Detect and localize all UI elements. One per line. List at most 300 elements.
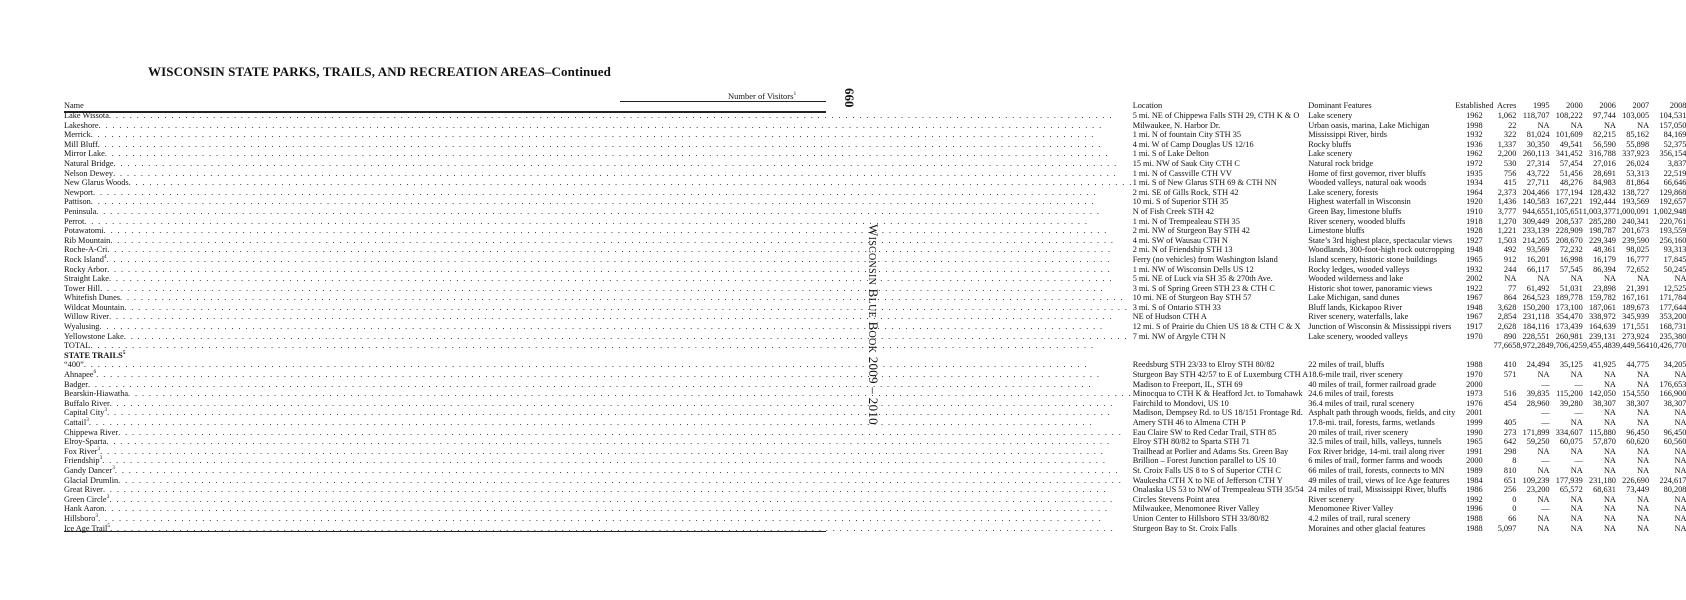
row-location: 1 mi. S of New Glarus STH 69 & CTH NN <box>1132 178 1277 188</box>
row-acres: 1,436 <box>1497 197 1517 207</box>
state-trails-heading-row <box>64 351 1686 361</box>
row-visitors-2008: 1,002,948 <box>1653 206 1686 216</box>
row-visitors-2006: 128,432 <box>1588 187 1616 197</box>
row-visitors-1995: 944,655 <box>1522 206 1550 216</box>
row-visitors-2000: 177,194 <box>1555 187 1583 197</box>
row-location: 2 mi. NW of Sturgeon Bay STH 42 <box>1132 226 1250 236</box>
row-name-cell <box>64 293 1133 303</box>
row-name-cell <box>64 217 1133 227</box>
row-location: 5 mi. NE of Luck via SH 35 & 270th Ave. <box>1132 274 1273 284</box>
row-name-cell <box>64 245 1133 255</box>
row-location: Milwaukee, N. Harbor Dr. <box>1132 120 1221 130</box>
row-visitors-1995: 233,139 <box>1522 226 1550 236</box>
trail-row <box>64 524 1686 534</box>
park-row <box>64 332 1686 342</box>
row-location: Brillion – Forest Junction parallel to US 10 <box>1132 456 1277 466</box>
row-visitors-2006: NA <box>1603 274 1616 284</box>
row-visitors-2006: 38,307 <box>1593 398 1616 408</box>
row-acres: 530 <box>1503 158 1517 168</box>
row-visitors-2006: NA <box>1603 370 1616 380</box>
row-visitors-2000: 115,200 <box>1556 389 1583 399</box>
row-acres: 1,221 <box>1497 226 1517 236</box>
row-visitors-2000: NA <box>1570 465 1583 475</box>
row-name: Cattail <box>64 418 87 427</box>
row-established: 1962 <box>1466 111 1483 120</box>
trail-row <box>64 370 1686 380</box>
row-name-cell <box>64 418 1133 428</box>
row-visitors-1995: NA <box>1537 494 1550 504</box>
row-visitors-1995: — <box>1541 379 1550 389</box>
row-features: River scenery <box>1308 494 1355 504</box>
row-visitors-2000: 260,981 <box>1555 331 1583 341</box>
side-title-year: 2009 – 2010 <box>866 356 881 425</box>
total-2006: 9,455,483 <box>1582 341 1616 351</box>
footnote-mark: 4 <box>103 254 107 261</box>
row-visitors-2007: 226,690 <box>1622 475 1650 485</box>
row-name: Lake Wissota <box>64 111 109 120</box>
row-name-cell <box>64 236 1133 246</box>
row-name-cell <box>64 428 1133 438</box>
park-row <box>64 111 1686 121</box>
row-name: Buffalo River <box>64 398 110 408</box>
row-visitors-2007: NA <box>1637 274 1650 284</box>
row-established: 1927 <box>1466 235 1483 245</box>
row-established: 1989 <box>1466 465 1483 475</box>
row-acres: 1,270 <box>1497 216 1517 226</box>
row-visitors-2006: 68,631 <box>1593 485 1616 495</box>
row-visitors-2008: 129,868 <box>1659 187 1686 197</box>
row-visitors-2006: NA <box>1603 494 1616 504</box>
row-location: 15 mi. NW of Sauk City CTH C <box>1132 158 1240 168</box>
row-visitors-2008: 93,313 <box>1663 245 1686 255</box>
row-visitors-2006: 84,983 <box>1593 178 1616 188</box>
row-name-cell <box>64 149 1133 159</box>
row-established: 1962 <box>1466 149 1483 159</box>
row-features: 17.8-mi. trail, forests, farms, wetlands <box>1308 418 1435 427</box>
row-acres: 244 <box>1503 264 1517 274</box>
row-location: 1 mi. N of Trempealeau STH 35 <box>1132 216 1240 226</box>
trail-row <box>64 380 1686 390</box>
row-established: 1999 <box>1466 418 1483 427</box>
row-visitors-2006: 41,925 <box>1593 360 1616 370</box>
visitors-group-header: Number of Visitors$^1$ <box>728 91 797 101</box>
row-features: State’s 3rd highest place, spectacular views <box>1308 235 1452 245</box>
row-established: 1918 <box>1466 216 1483 226</box>
row-location: 1 mi. N of Cassville CTH VV <box>1132 168 1232 178</box>
row-visitors-2008: 12,525 <box>1663 283 1686 293</box>
row-name-cell <box>64 447 1133 457</box>
row-features: 40 miles of trail, former railroad grade <box>1308 379 1437 389</box>
row-visitors-2006: 48,361 <box>1593 245 1616 255</box>
row-visitors-2008: 104,531 <box>1659 111 1686 120</box>
row-name: Whitefish Dunes <box>64 293 120 303</box>
park-row <box>64 226 1686 236</box>
row-visitors-1995: NA <box>1537 465 1550 475</box>
row-visitors-2006: 316,788 <box>1588 149 1616 159</box>
row-established: 1936 <box>1466 139 1483 149</box>
row-visitors-2007: 26,024 <box>1626 158 1650 168</box>
row-visitors-2000: 72,232 <box>1559 245 1583 255</box>
row-name: Bearskin-Hiawatha <box>64 389 129 399</box>
row-name: Elroy-Sparta <box>64 437 107 447</box>
row-name-cell <box>64 466 1133 476</box>
row-location: Madison, Dempsey Rd. to US 18/151 Frontage Rd. <box>1132 408 1303 418</box>
row-visitors-2008: 38,307 <box>1663 398 1686 408</box>
row-acres: 77 <box>1508 283 1517 293</box>
row-visitors-2007: 81,864 <box>1626 178 1650 188</box>
row-established: 1984 <box>1466 475 1483 485</box>
row-established: 1935 <box>1466 168 1483 178</box>
row-visitors-2008: 52,375 <box>1663 139 1686 149</box>
park-row <box>64 140 1686 150</box>
row-visitors-1995: NA <box>1537 370 1550 380</box>
row-location: Elroy STH 80/82 to Sparta STH 71 <box>1132 437 1250 447</box>
row-location: Ferry (no vehicles) from Washington Island <box>1132 254 1278 264</box>
row-established: 1986 <box>1466 485 1483 495</box>
row-visitors-2007: 193,569 <box>1622 197 1650 207</box>
row-location: 3 mi. S of Spring Green STH 23 & CTH C <box>1132 283 1275 293</box>
row-visitors-2008: NA <box>1674 504 1686 514</box>
row-name: Yellowstone Lake <box>64 331 124 341</box>
row-established: 1932 <box>1466 130 1483 140</box>
row-visitors-1995: 43,722 <box>1526 168 1550 178</box>
visitors-footnote-mark: 1 <box>793 91 797 98</box>
row-visitors-2000: 51,456 <box>1559 168 1583 178</box>
row-visitors-2000: 16,998 <box>1559 254 1583 264</box>
row-visitors-1995: 81,024 <box>1526 130 1550 140</box>
row-acres: 3,628 <box>1497 302 1517 312</box>
col-header-2008: 2008 <box>1669 101 1686 111</box>
row-name-cell <box>64 121 1133 131</box>
trail-row <box>64 504 1686 514</box>
row-visitors-2008: 177,644 <box>1659 302 1686 312</box>
row-name: Fox River <box>64 446 98 456</box>
row-features: Wooded wilderness and lake <box>1308 274 1404 284</box>
row-location: Circles Stevens Point area <box>1132 494 1220 504</box>
row-visitors-2000: 60,075 <box>1559 437 1583 447</box>
row-visitors-2006: 192,444 <box>1588 197 1616 207</box>
row-visitors-2007: NA <box>1637 418 1650 427</box>
row-features: 20 miles of trail, river scenery <box>1308 427 1409 437</box>
row-visitors-2006: 239,131 <box>1588 331 1616 341</box>
row-location: 10 mi. NE of Sturgeon Bay STH 57 <box>1132 293 1252 303</box>
state-trails-heading: STATE TRAILS$^5$ <box>64 350 126 360</box>
side-title-b: B <box>866 288 881 298</box>
row-name-cell <box>64 360 1133 370</box>
park-row <box>64 188 1686 198</box>
row-name: “400” <box>64 360 84 370</box>
col-header-2006: 2006 <box>1599 101 1616 111</box>
park-row <box>64 312 1686 322</box>
row-name-cell <box>64 380 1133 390</box>
row-visitors-1995: 228,551 <box>1522 331 1550 341</box>
row-name: Pattison <box>64 197 91 207</box>
row-visitors-2007: 273,924 <box>1622 331 1650 341</box>
row-name-cell <box>64 476 1133 486</box>
row-acres: 2,373 <box>1497 187 1517 197</box>
row-visitors-2007: NA <box>1637 465 1650 475</box>
row-name: New Glarus Woods <box>64 178 129 188</box>
row-visitors-2007: 60,620 <box>1626 437 1650 447</box>
row-visitors-2000: 65,572 <box>1559 485 1583 495</box>
row-name: Mirror Lake <box>64 149 105 159</box>
trail-row <box>64 485 1686 495</box>
row-visitors-2008: NA <box>1674 446 1686 456</box>
row-features: River scenery, wooded bluffs <box>1308 216 1406 226</box>
side-title-lue: LUE <box>866 297 877 318</box>
row-visitors-2000: 49,541 <box>1559 139 1583 149</box>
row-visitors-1995: 39,835 <box>1526 389 1550 399</box>
row-established: 1967 <box>1466 312 1483 322</box>
row-acres: 1,337 <box>1497 139 1517 149</box>
row-location: 2 mi. N of Friendship STH 13 <box>1132 245 1233 255</box>
row-name-cell <box>64 188 1133 198</box>
col-header-location: Location <box>1132 101 1163 111</box>
row-visitors-2008: 166,900 <box>1659 389 1686 399</box>
row-visitors-2007: 201,673 <box>1622 226 1650 236</box>
row-name: Great River <box>64 485 103 495</box>
row-visitors-2007: 96,450 <box>1626 427 1650 437</box>
row-visitors-2000: NA <box>1570 120 1583 130</box>
row-location: 1 mi. N of fountain City STH 35 <box>1132 130 1242 140</box>
row-location: Union Center to Hillsboro STH 33/80/82 <box>1132 513 1269 523</box>
row-established: 1972 <box>1466 158 1483 168</box>
row-acres: 22 <box>1508 120 1517 130</box>
row-established: 1988 <box>1466 513 1483 523</box>
row-features: 4.2 miles of trail, rural scenery <box>1308 513 1411 523</box>
row-features: 18.6-mile trail, river scenery <box>1308 370 1403 380</box>
row-visitors-2000: 1,105,651 <box>1549 206 1583 216</box>
row-visitors-2006: 1,003,377 <box>1582 206 1616 216</box>
row-visitors-2008: NA <box>1674 523 1686 533</box>
row-location: 12 mi. S of Prairie du Chien US 18 & CTH C & X <box>1132 322 1301 332</box>
row-established: 1991 <box>1466 446 1483 456</box>
row-visitors-2000: NA <box>1570 523 1583 533</box>
row-acres: 0 <box>1512 504 1517 514</box>
side-title-ook: OOK <box>866 330 877 354</box>
row-visitors-2000: 39,280 <box>1559 398 1583 408</box>
row-established: 1970 <box>1466 370 1483 380</box>
row-features: Asphalt path through woods, fields, and city <box>1308 408 1456 418</box>
row-name-cell <box>64 312 1133 322</box>
trails-footnote-mark: 5 <box>122 350 126 357</box>
row-location: Amery STH 46 to Almena CTH P <box>1132 418 1246 427</box>
row-acres: 410 <box>1503 360 1517 370</box>
row-acres: 516 <box>1503 389 1517 399</box>
row-visitors-2006: 159,782 <box>1588 293 1616 303</box>
row-visitors-2000: NA <box>1570 504 1583 514</box>
row-visitors-2007: 189,673 <box>1622 302 1650 312</box>
row-acres: NA <box>1504 274 1517 284</box>
col-header-2007: 2007 <box>1632 101 1650 111</box>
row-name: Rocky Arbor <box>64 264 108 274</box>
row-visitors-1995: 118,707 <box>1522 111 1550 120</box>
row-visitors-2000: 228,909 <box>1555 226 1583 236</box>
row-name: Glacial Drumlin <box>64 475 119 485</box>
row-visitors-2008: 256,160 <box>1659 235 1686 245</box>
row-visitors-2000: 101,609 <box>1555 130 1583 140</box>
row-established: 1922 <box>1466 283 1483 293</box>
row-visitors-2008: 84,169 <box>1663 130 1686 140</box>
park-row <box>64 274 1686 284</box>
row-name-cell <box>64 332 1133 342</box>
row-features: Lake scenery <box>1308 111 1353 120</box>
row-visitors-2007: 1,000,091 <box>1615 206 1650 216</box>
row-visitors-2007: 103,005 <box>1622 111 1650 120</box>
row-features: Home of first governor, river bluffs <box>1308 168 1426 178</box>
total-2008: 10,426,770 <box>1649 341 1686 351</box>
row-visitors-2007: 16,777 <box>1626 254 1650 264</box>
row-visitors-2000: — <box>1574 456 1583 466</box>
row-name: Green Circle <box>64 494 107 504</box>
row-name: Tower Hill <box>64 283 101 293</box>
row-established: 1934 <box>1466 178 1483 188</box>
row-features: Junction of Wisconsin & Mississippi rivers <box>1308 322 1452 332</box>
row-visitors-2007: NA <box>1637 446 1650 456</box>
row-visitors-2008: 176,653 <box>1659 379 1686 389</box>
row-established: 1948 <box>1466 302 1483 312</box>
row-location: Reedsburg STH 23/33 to Elroy STH 80/82 <box>1132 360 1275 370</box>
row-location: Milwaukee, Menomonee River Valley <box>1132 504 1260 514</box>
row-visitors-1995: 264,523 <box>1522 293 1550 303</box>
trail-row <box>64 466 1686 476</box>
row-acres: 2,628 <box>1497 322 1517 332</box>
row-visitors-2006: 187,061 <box>1588 302 1616 312</box>
row-features: 24.6 miles of trail, forests <box>1308 389 1394 399</box>
row-visitors-2007: 337,923 <box>1622 149 1650 159</box>
row-features: Lake Michigan, sand dunes <box>1308 293 1400 303</box>
row-features: Lake scenery, wooded valleys <box>1308 331 1408 341</box>
row-name: Mill Bluff <box>64 139 98 149</box>
footnote-mark: 3 <box>99 455 103 462</box>
row-name: Chippewa River <box>64 427 119 437</box>
row-established: 1964 <box>1466 187 1483 197</box>
row-visitors-2006: 142,050 <box>1588 389 1616 399</box>
row-visitors-2000: NA <box>1570 513 1583 523</box>
row-visitors-1995: NA <box>1537 523 1550 533</box>
row-visitors-2006: 16,179 <box>1593 254 1616 264</box>
row-name-cell <box>64 408 1133 418</box>
total-label: TOTAL <box>64 341 91 351</box>
row-acres: 864 <box>1503 293 1517 303</box>
row-features: Mississippi River, birds <box>1308 130 1387 140</box>
row-features: Lake scenery, forests <box>1308 187 1378 197</box>
footnote-mark: 3 <box>106 493 110 500</box>
row-visitors-2007: 98,025 <box>1626 245 1650 255</box>
trails-rows <box>64 360 1686 533</box>
row-name-cell <box>64 207 1133 217</box>
row-established: 1988 <box>1466 360 1483 370</box>
row-visitors-2000: 208,670 <box>1555 235 1583 245</box>
row-location: 5 mi. NE of Chippewa Falls STH 29, CTH K & O <box>1132 111 1300 120</box>
row-visitors-1995: 23,200 <box>1526 485 1550 495</box>
row-name: Wyalusing <box>64 322 100 332</box>
row-acres: 415 <box>1503 178 1517 188</box>
row-location: 1 mi. NW of Wisconsin Dells US 12 <box>1132 264 1254 274</box>
row-visitors-2000: 334,607 <box>1555 427 1583 437</box>
row-visitors-2000: NA <box>1570 274 1583 284</box>
row-features: 36.4 miles of trail, rural scenery <box>1308 398 1415 408</box>
row-visitors-2007: 138,727 <box>1622 187 1650 197</box>
row-name-cell <box>64 140 1133 150</box>
row-name: Natural Bridge <box>64 158 114 168</box>
total-2000: 9,706,425 <box>1549 341 1583 351</box>
row-acres: 5,097 <box>1497 523 1517 533</box>
row-visitors-2007: 85,162 <box>1626 130 1650 140</box>
row-visitors-1995: — <box>1541 418 1550 427</box>
row-visitors-1995: 171,899 <box>1522 427 1550 437</box>
park-row <box>64 178 1686 188</box>
total-2007: 9,449,564 <box>1615 341 1650 351</box>
page-number: 660 <box>842 88 857 108</box>
row-visitors-2008: 235,380 <box>1659 331 1686 341</box>
row-visitors-2007: 55,898 <box>1626 139 1650 149</box>
row-visitors-2007: 38,307 <box>1626 398 1650 408</box>
row-visitors-2006: NA <box>1603 446 1616 456</box>
row-name-cell <box>64 255 1133 265</box>
row-visitors-2008: 356,154 <box>1659 149 1686 159</box>
park-row <box>64 245 1686 255</box>
row-name-cell <box>64 169 1133 179</box>
row-name: Gandy Dancer <box>64 465 113 475</box>
park-row <box>64 293 1686 303</box>
row-acres: 2,854 <box>1497 312 1517 322</box>
row-visitors-2006: NA <box>1603 465 1616 475</box>
side-title-w: W <box>866 224 881 237</box>
row-visitors-2000: 189,778 <box>1555 293 1583 303</box>
row-visitors-2007: 72,652 <box>1626 264 1650 274</box>
row-visitors-2008: 193,559 <box>1659 226 1686 236</box>
row-visitors-2007: NA <box>1637 456 1650 466</box>
row-visitors-2007: NA <box>1637 523 1650 533</box>
row-established: 1973 <box>1466 389 1483 399</box>
row-location: Madison to Freeport, IL, STH 69 <box>1132 379 1243 389</box>
row-visitors-2000: 48,276 <box>1559 178 1583 188</box>
park-row <box>64 169 1686 179</box>
row-visitors-2008: NA <box>1674 513 1686 523</box>
row-features: Urban oasis, marina, Lake Michigan <box>1308 120 1430 130</box>
row-visitors-1995: — <box>1541 408 1550 418</box>
park-row <box>64 265 1686 275</box>
row-visitors-2007: NA <box>1637 408 1650 418</box>
row-features: Moraines and other glacial features <box>1308 523 1426 533</box>
row-acres: 1,503 <box>1497 235 1517 245</box>
row-location: 7 mi. NW of Argyle CTH N <box>1132 331 1226 341</box>
row-acres <box>1494 380 1517 390</box>
total-row <box>64 341 1686 351</box>
row-established: 1967 <box>1466 293 1483 303</box>
park-row <box>64 159 1686 169</box>
row-name: Potawatomi <box>64 226 104 236</box>
row-visitors-2007: NA <box>1637 120 1650 130</box>
row-established: 1990 <box>1466 427 1483 437</box>
row-name-cell <box>64 265 1133 275</box>
row-acres: 571 <box>1503 370 1517 380</box>
row-visitors-2008: 192,657 <box>1659 197 1686 207</box>
row-name: Rock Island <box>64 254 104 264</box>
row-name: Peninsula <box>64 206 97 216</box>
row-visitors-1995: — <box>1541 456 1550 466</box>
row-features: Fox River bridge, 14-mi. trail along river <box>1308 446 1445 456</box>
row-visitors-2008: 80,208 <box>1663 485 1686 495</box>
row-features: Green Bay, limestone bluffs <box>1308 206 1402 216</box>
row-features: 6 miles of trail, former farms and woods <box>1308 456 1443 466</box>
row-location: Sturgeon Bay to St. Croix Falls <box>1132 523 1237 533</box>
row-visitors-2006: NA <box>1603 120 1616 130</box>
row-acres <box>1494 408 1517 418</box>
row-visitors-1995: 27,711 <box>1527 178 1550 188</box>
row-visitors-1995: NA <box>1537 274 1550 284</box>
